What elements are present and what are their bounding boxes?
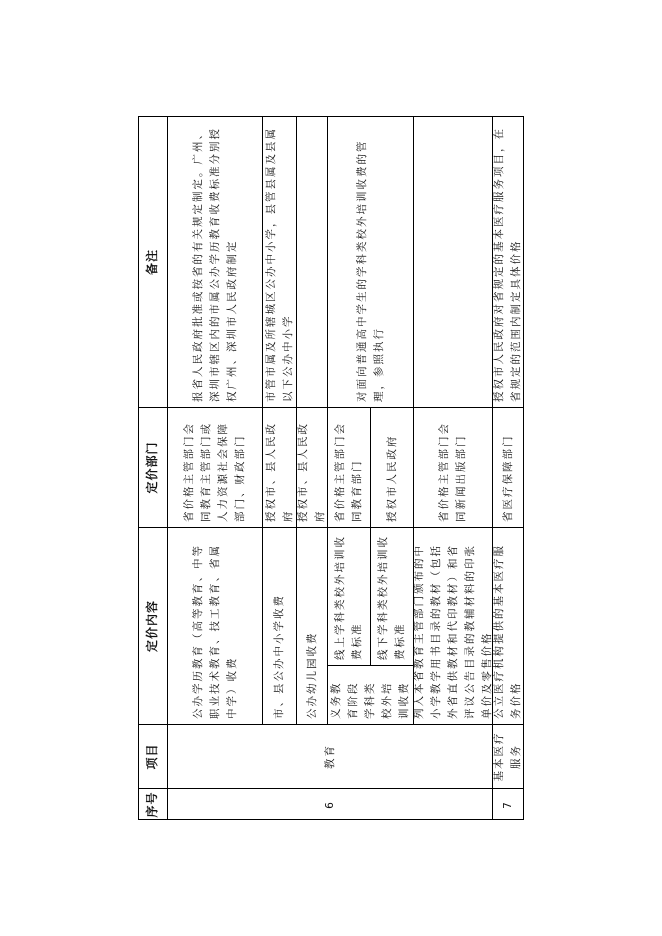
header-content: 定价内容 [138,527,168,724]
content-cell: 列入本省教育主管部门颁布的中小学教学用书目录的教材（包括外省直供教材和代印教材）和省评议公告目录的教辅材料的印张单价及零售价格 [414,527,493,724]
content-cell: 公立医疗机构提供的基本医疗服务价格 [493,527,524,724]
content-cell: 公办幼儿园收费 [297,527,328,724]
header-note: 备注 [138,116,168,407]
row-item: 基本医疗服务 [493,724,524,788]
rotated-table-container [138,116,524,820]
header-item: 项目 [138,724,168,788]
dept-cell: 省价格主管部门会同新闻出版部门 [414,407,493,527]
row-item: 教育 [168,724,493,788]
row-no: 6 [168,788,493,820]
note-cell [297,116,328,407]
note-cell: 授权市人民政府对省规定的基本医疗服务项目，在省规定的范围内制定具体价格 [493,116,524,407]
content-cell: 公办学历教育（高等教育、中等职业技术教育、技工教育、省属中学）收费 [168,527,263,724]
dept-cell: 省医疗保障部门 [493,407,524,527]
note-cell [414,116,493,407]
dept-cell: 授权市、县人民政府 [297,407,328,527]
note-cell: 对面向普通高中学生的学科类校外培训收费的管理，参照执行 [328,116,414,407]
header-dept: 定价部门 [138,407,168,527]
content-cell: 义务教育阶段学科类校外培训收费 [328,665,414,724]
dept-cell: 省价格主管部门会同教育主管部门或人力资源社会保障部门、财政部门 [168,407,263,527]
subcontent-cell: 线下学科类校外培训收费标准 [371,527,414,665]
dept-cell: 授权市、县人民政府 [263,407,297,527]
header-no: 序号 [138,788,168,820]
pricing-table [138,116,524,820]
note-cell: 报省人民政府批准或按省的有关规定制定。广州、深圳市辖区内的市属公办学历教育收费标准分别授权广州、深圳市人民政府制定 [168,116,263,407]
content-cell: 市、县公办中小学收费 [263,527,297,724]
note-cell: 市管市属及所辖城区公办中小学，县管县属及县属以下公办中小学 [263,116,297,407]
row-no: 7 [493,788,524,820]
dept-cell: 省价格主管部门会同教育部门 [328,407,371,527]
subcontent-cell: 线上学科类校外培训收费标准 [328,527,371,665]
dept-cell: 授权市人民政府 [371,407,414,527]
